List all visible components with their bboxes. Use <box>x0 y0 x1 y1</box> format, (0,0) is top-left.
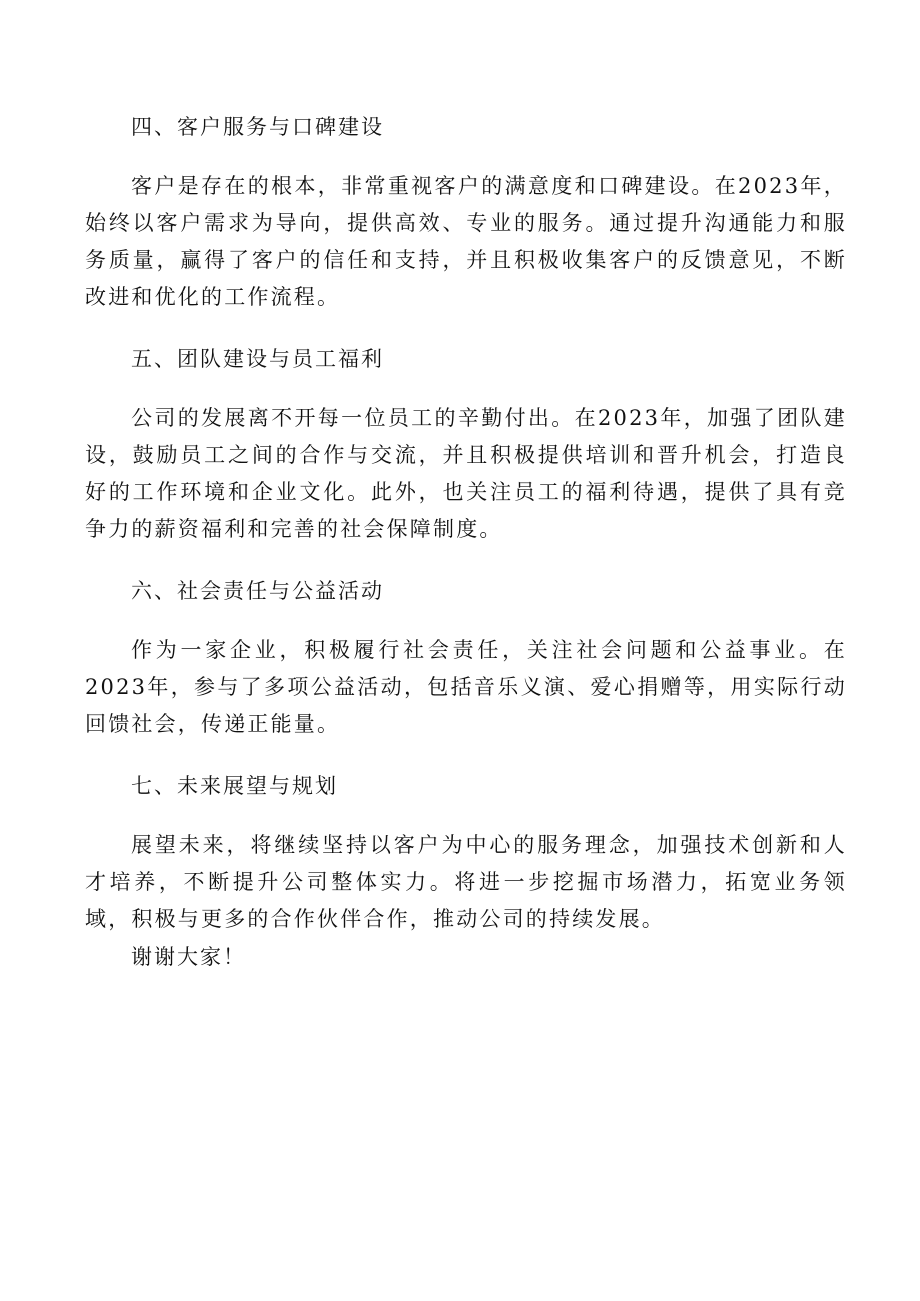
section-heading-team-building: 五、团队建设与员工福利 <box>131 347 384 371</box>
section-paragraph-future-outlook: 展望未来，将继续坚持以客户为中心的服务理念，加强技术创新和人才培养，不断提升公司整体实力。将进一步挖掘市场潜力，拓宽业务领域，积极与更多的合作伙伴合作，推动公司的持续发展。 <box>85 833 847 931</box>
section-heading-future-outlook: 七、未来展望与规划 <box>131 774 338 798</box>
section-heading-customer-service: 四、客户服务与口碑建设 <box>131 115 384 139</box>
document-body <box>85 108 847 976</box>
section-paragraph-social-responsibility: 作为一家企业，积极履行社会责任，关注社会问题和公益事业。在2023年，参与了多项公益活动，包括音乐义演、爱心捐赠等，用实际行动回馈社会，传递正能量。 <box>85 638 847 736</box>
section-paragraph-customer-service: 客户是存在的根本，非常重视客户的满意度和口碑建设。在2023年，始终以客户需求为导向，提供高效、专业的服务。通过提升沟通能力和服务质量，赢得了客户的信任和支持，并且积极收集客户的反馈意见，不断改进和优化的工作流程。 <box>85 174 847 309</box>
section-heading-social-responsibility: 六、社会责任与公益活动 <box>131 579 384 603</box>
closing-remark: 谢谢大家！ <box>131 945 246 969</box>
section-paragraph-team-building: 公司的发展离不开每一位员工的辛勤付出。在2023年，加强了团队建设，鼓励员工之间的合作与交流，并且积极提供培训和晋升机会，打造良好的工作环境和企业文化。此外，也关注员工的福利待遇，提供了具有竞争力的薪资福利和完善的社会保障制度。 <box>85 406 847 541</box>
